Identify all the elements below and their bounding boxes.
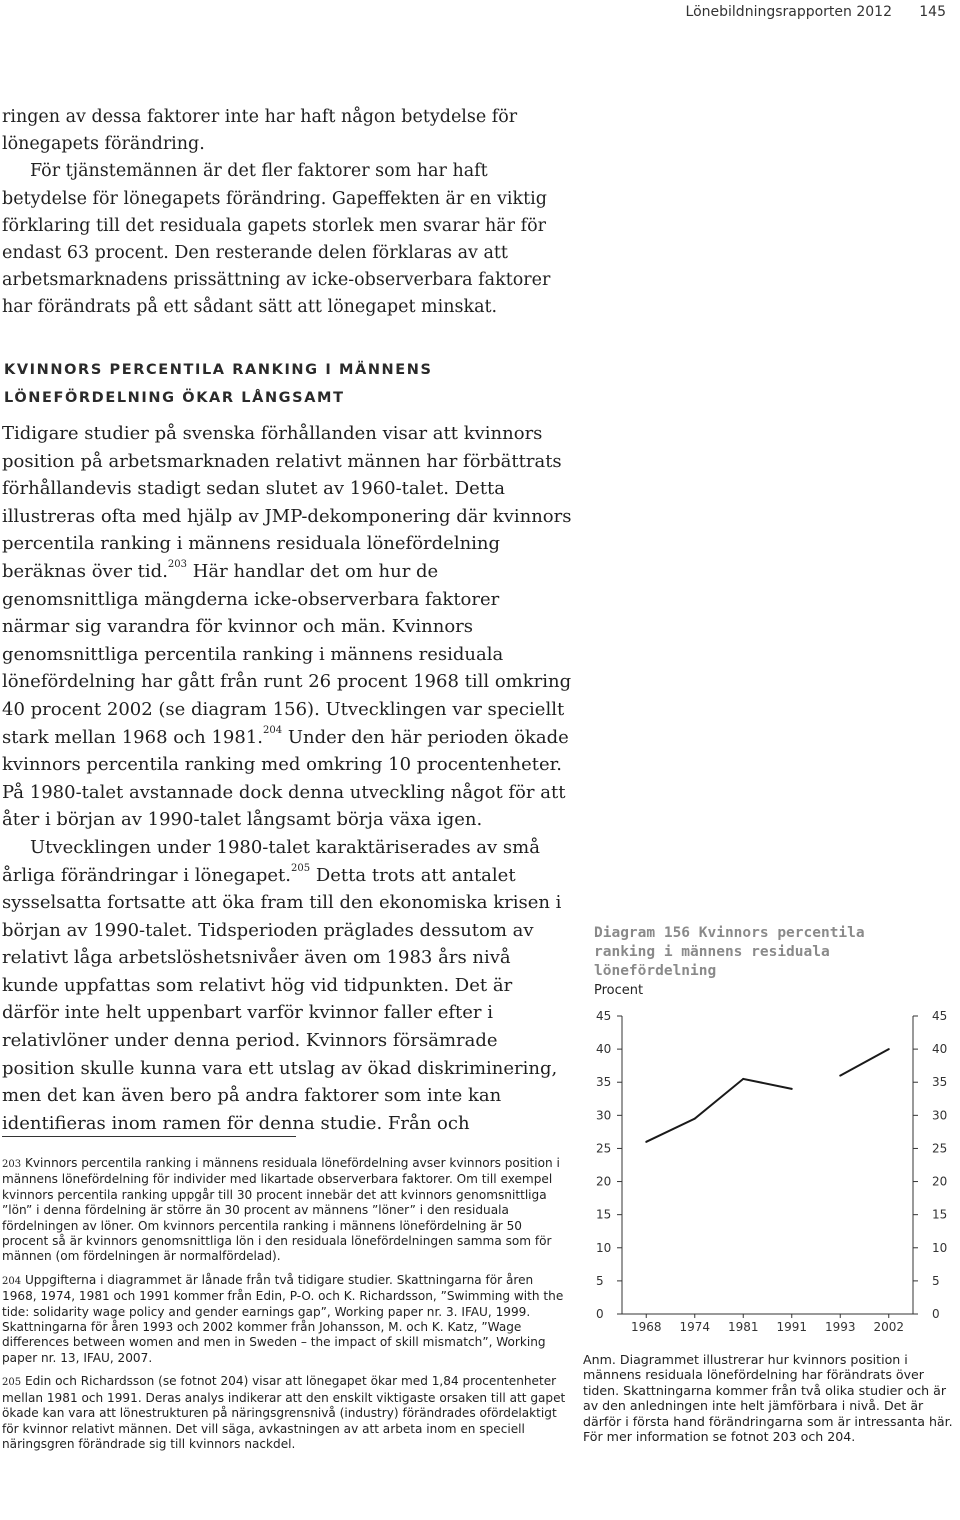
running-title: Lönebildningsrapporten 2012 <box>685 4 892 20</box>
y-tick-label-right: 45 <box>932 1009 948 1023</box>
section-heading <box>4 356 524 412</box>
y-tick-label-right: 20 <box>932 1174 948 1189</box>
x-tick-label: 1991 <box>776 1320 808 1334</box>
line-chart <box>580 1000 955 1340</box>
footnote-divider <box>2 1136 296 1137</box>
y-tick-label-left: 40 <box>596 1042 612 1057</box>
page-number: 145 <box>919 4 946 20</box>
y-tick-label-left: 20 <box>596 1174 612 1189</box>
footnote-205 <box>2 1374 568 1452</box>
y-tick-label-left: 35 <box>596 1075 612 1090</box>
x-tick-label: 1968 <box>630 1320 662 1334</box>
y-tick-label-left: 15 <box>596 1207 612 1222</box>
y-tick-label-left: 10 <box>596 1240 612 1255</box>
intro-text <box>2 104 572 322</box>
footnote-ref-204[interactable]: 204 <box>263 724 283 736</box>
footnote-ref-205[interactable]: 205 <box>291 862 311 874</box>
y-tick-label-left: 45 <box>596 1009 612 1023</box>
section-heading-line-2: LÖNEFÖRDELNING ÖKAR LÅNGSAMT <box>4 390 345 406</box>
data-point <box>839 1075 841 1077</box>
text-run: Här handlar det om hur de genomsnittliga mängderna icke-observerbara faktorer närmar sig varandra för kvinnor och män. Kvinnors genomsnittliga percentila ranking i männens residuala lönefördelning har gått från runt 26 procent 1968 till omkring 40 procent 2002 (se diagram 156). Utvecklingen var speciellt stark mellan 1968 och 1981. <box>2 560 572 748</box>
data-point <box>791 1088 793 1090</box>
footnote-number: 205 <box>2 1377 22 1389</box>
section-paragraph-1 <box>2 420 572 834</box>
text-run: Tidigare studier på svenska förhållanden visar att kvinnors position på arbetsmarknaden relativt männen har förbättrats förhållandevis stadigt sedan slutet av 1960-talet. Detta illustreras ofta med hjälp av JMP-dekomponering där kvinnors percentila ranking i männens residuala lönefördelning beräknas över tid. <box>2 423 572 582</box>
section-body <box>2 420 572 1137</box>
text-run: Detta trots att antalet sysselsatta fortsatte att öka fram till den ekonomiska krisen i början av 1990-talet. Tidsperioden präglades dessutom av relativt låga arbetslöshetsnivåer även om 1983 års nivå kunde uppfattas som relativt hög vid tidpunkten. Det är därför inte helt uppenbart varför kvinnor faller efter i relativlöner under denna period. Kvinnors försämrade position skulle kunna vara ett utslag av ökad diskriminering, men det kan även bero på andra faktorer som inte kan identifieras inom ramen för denna studie. Från och <box>2 864 562 1134</box>
series-line-1 <box>646 1079 792 1142</box>
chart-note: Anm. Diagrammet illustrerar hur kvinnors position i männens residuala lönefördelning har förändrats över tiden. Skattningarna kommer från två olika studier och är av den anledningen inte helt jämförbara i nivå. Det är därför i första hand förändringarna som är intressanta här. För mer information se fotnot 203 och 204. <box>583 1352 953 1445</box>
footnote-203 <box>2 1156 568 1265</box>
chart-title: Diagram 156 Kvinnors percentila ranking i männens residuala lönefördelning <box>594 925 865 979</box>
y-tick-label-right: 0 <box>932 1307 940 1321</box>
x-tick-label: 1993 <box>824 1320 856 1334</box>
intro-paragraph-2: För tjänstemännen är det fler faktorer som har haft betydelse för lönegapets förändring. Gapeffekten är en viktig förklaring till det residuala gapets storlek men svarar här för endast 63 procent. Den resterande delen förklaras av att arbetsmarknadens prissättning av icke-observerbara faktorer har förändrats på ett sådant sätt att lönegapet minskat. <box>2 161 551 318</box>
y-tick-label-left: 25 <box>596 1141 612 1156</box>
y-tick-label-right: 5 <box>932 1273 940 1288</box>
y-tick-label-right: 40 <box>932 1042 948 1057</box>
text-run: Utvecklingen under 1980-talet karaktäriserades av små årliga förändringar i lönegapet. <box>2 836 540 886</box>
page-header <box>350 0 950 26</box>
footnote-text: Uppgifterna i diagrammet är lånade från två tidigare studier. Skattningarna för åren 1968, 1974, 1981 och 1991 kommer från Edin, P-O. och K. Richardsson, ”Swimming with the tide: solidarity wage policy and gender earnings gap”, Working paper nr. 3. IFAU, 1999. Skattningarna för åren 1993 och 2002 kommer från Johansson, M. och K. Katz, ”Wage differences between women and men in Sweden – the impact of skill mismatch”, Working paper nr. 13, IFAU, 2007. <box>2 1272 564 1365</box>
footnote-text: Edin och Richardsson (se fotnot 204) visar att lönegapet ökar med 1,84 procentenheter mellan 1981 och 1991. Deras analys indikerar att den enskilt viktigaste orsaken till att gapet ökade kan vara att lönestrukturen på näringsgrensnivå (industry) förändrades ofördelaktigt för kvinnor relativt männen. Det vill säga, avkastningen av att arbeta inom en speciell näringsgren förändrade sig till kvinnors nackdel. <box>2 1374 566 1451</box>
section-paragraph-2 <box>2 834 572 1138</box>
y-tick-label-right: 25 <box>932 1141 948 1156</box>
y-tick-label-left: 5 <box>596 1273 604 1288</box>
footnote-number: 204 <box>2 1275 22 1287</box>
intro-paragraph-1: ringen av dessa faktorer inte har haft någon betydelse för lönegapets förändring. <box>2 107 518 155</box>
chart-unit-label: Procent <box>594 983 644 998</box>
data-point <box>888 1048 890 1050</box>
x-tick-label: 2002 <box>873 1320 905 1334</box>
y-tick-label-right: 10 <box>932 1240 948 1255</box>
y-tick-label-left: 0 <box>596 1307 604 1321</box>
y-tick-label-right: 30 <box>932 1108 948 1123</box>
section-heading-line-1: KVINNORS PERCENTILA RANKING I MÄNNENS <box>4 362 433 378</box>
text-run: Under den här perioden ökade kvinnors percentila ranking med omkring 10 procentenheter. På 1980-talet avstannade dock denna utveckling något för att åter i början av 1990-talet långsamt börja växa igen. <box>2 726 569 831</box>
data-point <box>694 1118 696 1120</box>
series-line-2 <box>840 1049 889 1075</box>
footnote-ref-203[interactable]: 203 <box>167 558 188 570</box>
footnote-number: 203 <box>2 1159 22 1170</box>
x-tick-label: 1974 <box>679 1320 711 1334</box>
y-tick-label-left: 30 <box>596 1108 612 1123</box>
y-tick-label-right: 15 <box>932 1207 948 1222</box>
footnote-text: Kvinnors percentila ranking i männens residuala lönefördelning avser kvinnors position i männens lönefördelning för individer med likartade observerbara faktorer. Om till exempel kvinnors percentila ranking uppgår till 30 procent innebär det att kvinnors genomsnittliga ”lön” i denna fördelning är större än 30 procent av männens ”löner” i den residuala fördelningen av löner. Om kvinnors percentila ranking i männens lönefördelning är 50 procent så är kvinnors genomsnittliga lön i den residuala lönefördelningen samma som för männen (om fördelningen är normalfördelad). <box>2 1156 560 1264</box>
y-tick-label-right: 35 <box>932 1075 948 1090</box>
data-point <box>645 1141 647 1143</box>
footnote-204 <box>2 1273 568 1366</box>
x-tick-label: 1981 <box>727 1320 759 1334</box>
data-point <box>742 1078 744 1080</box>
footnotes <box>2 1156 568 1460</box>
